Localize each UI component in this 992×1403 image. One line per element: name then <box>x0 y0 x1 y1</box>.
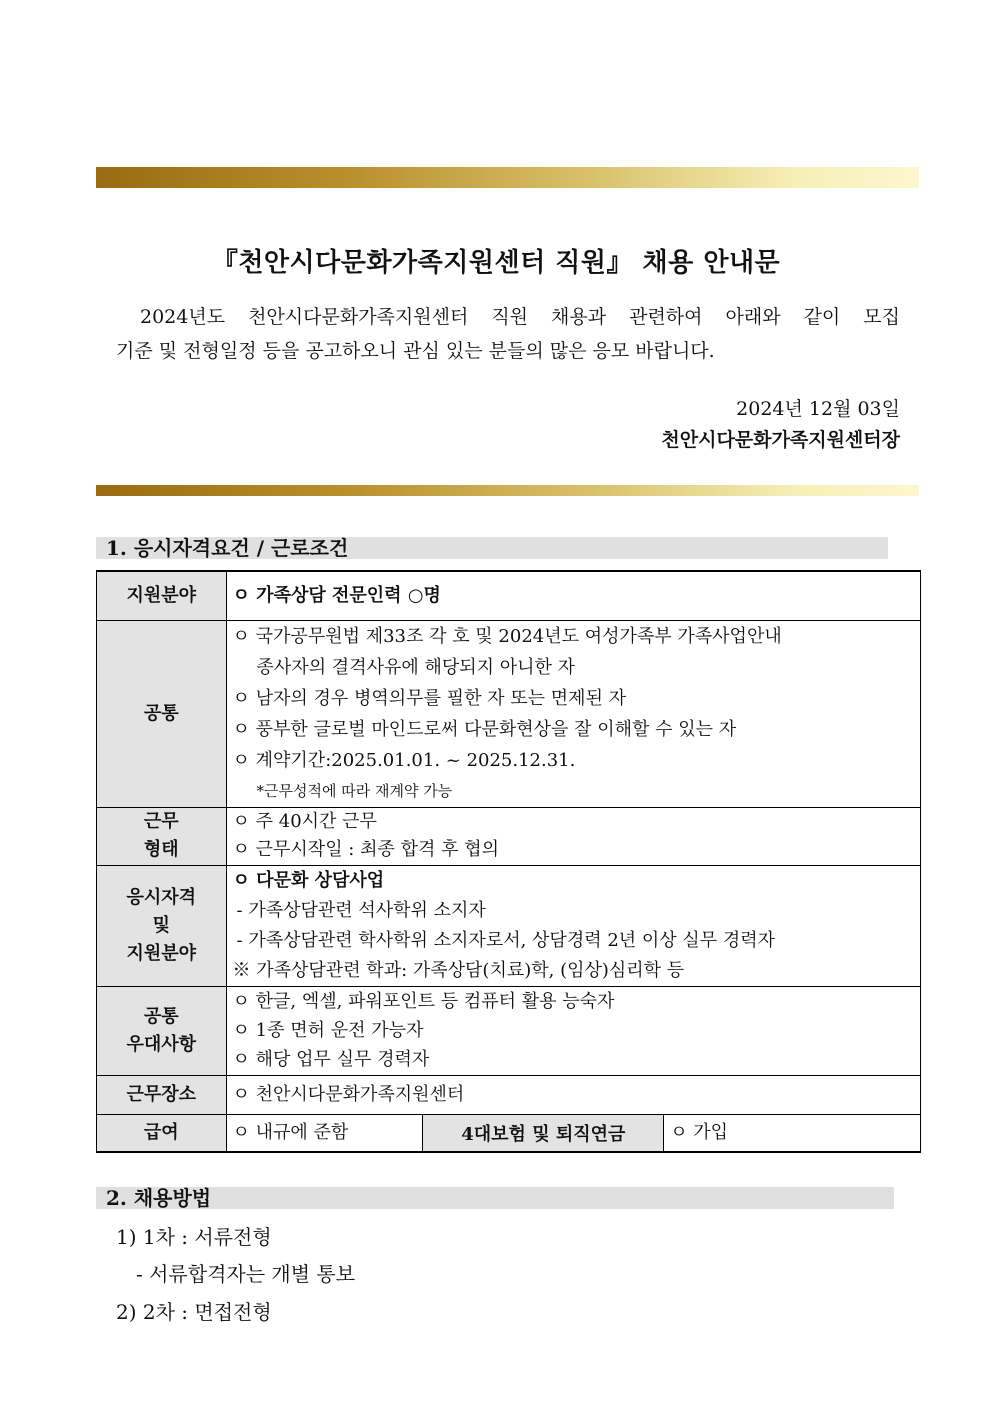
intro-line-2: 기준 및 전형일정 등을 공고하오니 관심 있는 분들의 많은 응모 바랍니다. <box>116 340 715 362</box>
value-work-type <box>226 807 920 865</box>
section-heading-requirements: 1. 응시자격요건 / 근로조건 <box>96 537 888 559</box>
header-preference-line-1: 공통 <box>143 1005 179 1027</box>
insurance-line: ㅇ 가입 <box>670 1122 729 1144</box>
header-common: 공통 <box>97 620 227 807</box>
common-line-2: 종사자의 결격사유에 해당되지 아니한 자 <box>256 656 576 678</box>
preference-line-1: ㅇ 한글, 엑셀, 파워포인트 등 컴퓨터 활용 능숙자 <box>232 991 615 1012</box>
work-type-line-2: ㅇ 근무시작일 : 최종 합격 후 협의 <box>232 839 499 860</box>
common-line-5: ㅇ 계약기간:2025.01.01. ~ 2025.12.31. <box>232 749 576 771</box>
signatory: 천안시다문화가족지원센터장 <box>661 429 900 451</box>
value-location <box>226 1075 920 1114</box>
header-location: 근무장소 <box>97 1075 227 1114</box>
qualification-line-4: ※ 가족상담관련 학과: 가족상담(치료)학, (임상)심리학 등 <box>232 959 685 981</box>
step-2: 2) 2차 : 면접전형 <box>116 1300 272 1324</box>
header-preference-line-2: 우대사항 <box>126 1033 197 1055</box>
header-work-type-line-2: 형태 <box>143 839 179 860</box>
step-1-note: - 서류합격자는 개별 통보 <box>136 1262 356 1286</box>
header-qualification-line-2: 및 <box>152 914 170 936</box>
common-line-3: ㅇ 남자의 경우 병역의무를 필한 자 또는 면제된 자 <box>232 687 627 709</box>
row-salary <box>97 1114 921 1152</box>
header-field: 지원분야 <box>97 571 227 620</box>
decorative-gold-bar-bottom <box>96 485 919 496</box>
qualification-line-3: - 가족상담관련 학사학위 소지자로서, 상담경력 2년 이상 실무 경력자 <box>236 929 776 951</box>
header-preference <box>97 986 227 1075</box>
intro-line-1: 2024년도 천안시다문화가족지원센터 직원 채용과 관련하여 아래와 같이 모집 <box>140 306 900 328</box>
value-common <box>226 620 920 807</box>
preference-line-3: ㅇ 해당 업무 실무 경력자 <box>232 1049 430 1070</box>
qualification-line-2: - 가족상담관련 석사학위 소지자 <box>236 899 486 921</box>
header-salary: 급여 <box>97 1114 227 1152</box>
section-heading-hiring-method: 2. 채용방법 <box>96 1187 894 1209</box>
value-field <box>226 571 920 620</box>
header-qualification-line-1: 응시자격 <box>126 886 197 908</box>
row-qualification <box>97 865 921 986</box>
requirements-table <box>96 570 921 1153</box>
header-qualification <box>97 865 227 986</box>
notice-title: 『천안시다문화가족지원센터 직원』 채용 안내문 <box>211 248 781 278</box>
field-line: ㅇ 가족상담 전문인력 ○명 <box>232 585 441 607</box>
work-type-line-1: ㅇ 주 40시간 근무 <box>232 811 377 832</box>
header-qualification-line-3: 지원분야 <box>126 942 197 964</box>
common-line-1: ㅇ 국가공무원법 제33조 각 호 및 2024년도 여성가족부 가족사업안내 <box>232 625 782 647</box>
header-work-type-line-1: 근무 <box>143 811 179 832</box>
common-line-6: *근무성적에 따라 재계약 가능 <box>256 781 453 800</box>
row-location <box>97 1075 921 1114</box>
value-preference <box>226 986 920 1075</box>
header-insurance: 4대보험 및 퇴직연금 <box>423 1114 664 1152</box>
value-salary <box>226 1114 423 1152</box>
value-insurance <box>664 1114 921 1152</box>
salary-line: ㅇ 내규에 준함 <box>232 1122 349 1144</box>
header-work-type <box>97 807 227 865</box>
row-common <box>97 620 921 807</box>
row-work-type <box>97 807 921 865</box>
location-line: ㅇ 천안시다문화가족지원센터 <box>232 1084 465 1105</box>
row-field <box>97 571 921 620</box>
common-line-4: ㅇ 풍부한 글로벌 마인드로써 다문화현상을 잘 이해할 수 있는 자 <box>232 718 737 740</box>
decorative-gold-bar-top <box>96 167 919 188</box>
qualification-line-1: ㅇ 다문화 상담사업 <box>232 869 385 891</box>
row-preference <box>97 986 921 1075</box>
value-qualification <box>226 865 920 986</box>
step-1: 1) 1차 : 서류전형 <box>116 1225 272 1249</box>
preference-line-2: ㅇ 1종 면허 운전 가능자 <box>232 1020 424 1041</box>
notice-date: 2024년 12월 03일 <box>736 398 900 420</box>
